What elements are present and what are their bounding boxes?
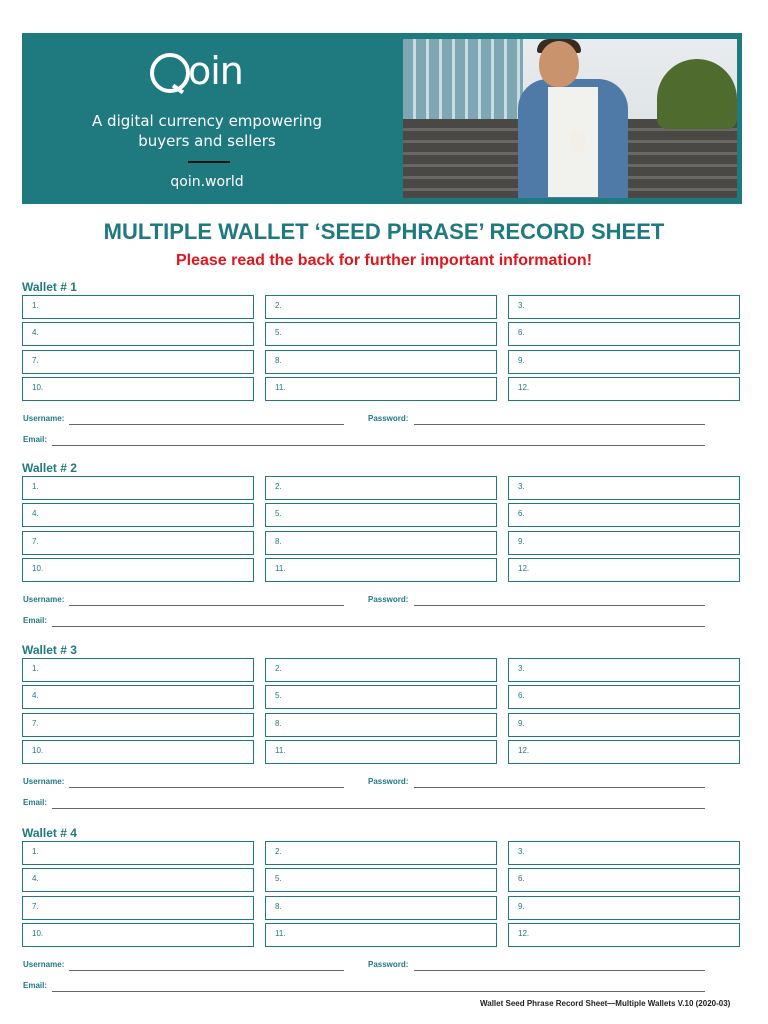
seed-word-number: 12.: [518, 746, 530, 755]
footer-text: Wallet Seed Phrase Record Sheet—Multiple Wallets V.10 (2020-03): [480, 999, 731, 1008]
seed-word-number: 2.: [275, 482, 282, 491]
password-field[interactable]: [414, 605, 705, 606]
seed-word-number: 6.: [518, 509, 525, 518]
email-field[interactable]: [52, 808, 705, 809]
promo-photo: [403, 39, 737, 198]
username-label: Username:: [23, 414, 65, 423]
seed-word-number: 1.: [32, 301, 39, 310]
seed-word-number: 11.: [275, 383, 286, 392]
tagline: [82, 111, 332, 151]
seed-word-number: 11.: [275, 564, 286, 573]
seed-word-number: 10.: [32, 929, 44, 938]
wallet-title: Wallet # 1: [22, 280, 77, 294]
seed-word-number: 11.: [275, 746, 286, 755]
password-label: Password:: [368, 595, 409, 604]
logo-q-icon: [150, 53, 190, 93]
wallet-section: [22, 280, 743, 460]
seed-word-box[interactable]: [508, 531, 740, 555]
seed-word-box[interactable]: [265, 685, 497, 709]
seed-word-box[interactable]: [265, 658, 497, 682]
page-title: MULTIPLE WALLET ‘SEED PHRASE’ RECORD SHEET: [103, 219, 665, 244]
seed-word-box[interactable]: [265, 896, 497, 920]
username-field[interactable]: [69, 424, 344, 425]
username-label: Username:: [23, 960, 65, 969]
seed-word-box[interactable]: [265, 322, 497, 346]
seed-word-box[interactable]: [22, 713, 254, 737]
seed-word-box[interactable]: [508, 476, 740, 500]
seed-word-number: 2.: [275, 664, 282, 673]
seed-word-number: 10.: [32, 564, 44, 573]
email-label: Email:: [23, 981, 48, 990]
seed-word-box[interactable]: [265, 531, 497, 555]
seed-word-box[interactable]: [22, 531, 254, 555]
email-label: Email:: [23, 435, 48, 444]
site-url: qoin.world: [170, 174, 244, 190]
email-label: Email:: [23, 616, 48, 625]
seed-word-number: 7.: [32, 719, 39, 728]
seed-word-box[interactable]: [508, 740, 740, 764]
seed-word-number: 3.: [518, 664, 525, 673]
seed-word-number: 5.: [275, 874, 282, 883]
seed-word-box[interactable]: [22, 685, 254, 709]
username-label: Username:: [23, 777, 65, 786]
seed-word-box[interactable]: [265, 923, 497, 947]
seed-word-box[interactable]: [508, 713, 740, 737]
seed-word-box[interactable]: [22, 322, 254, 346]
seed-word-number: 4.: [32, 328, 39, 337]
seed-word-box[interactable]: [508, 841, 740, 865]
password-label: Password:: [368, 777, 409, 786]
seed-word-box[interactable]: [22, 740, 254, 764]
seed-word-box[interactable]: [22, 476, 254, 500]
seed-word-number: 9.: [518, 537, 525, 546]
seed-word-number: 1.: [32, 664, 39, 673]
seed-word-box[interactable]: [508, 868, 740, 892]
seed-word-box[interactable]: [22, 896, 254, 920]
seed-word-number: 6.: [518, 691, 525, 700]
seed-word-box[interactable]: [22, 377, 254, 401]
seed-word-box[interactable]: [265, 558, 497, 582]
username-label: Username:: [23, 595, 65, 604]
seed-word-box[interactable]: [265, 713, 497, 737]
seed-word-number: 5.: [275, 328, 282, 337]
email-label: Email:: [23, 798, 48, 807]
seed-word-box[interactable]: [265, 503, 497, 527]
seed-word-number: 3.: [518, 301, 525, 310]
logo-text: oin: [188, 49, 243, 93]
seed-word-box[interactable]: [508, 685, 740, 709]
seed-word-box[interactable]: [265, 377, 497, 401]
seed-word-box[interactable]: [265, 350, 497, 374]
seed-word-number: 7.: [32, 902, 39, 911]
seed-word-number: 5.: [275, 691, 282, 700]
seed-word-number: 9.: [518, 902, 525, 911]
password-field[interactable]: [414, 424, 705, 425]
warning-subtitle: Please read the back for further important information!: [175, 252, 593, 269]
seed-word-box[interactable]: [265, 868, 497, 892]
tagline-line-2: buyers and sellers: [138, 132, 276, 150]
username-field[interactable]: [69, 970, 344, 971]
wallet-title: Wallet # 4: [22, 826, 77, 840]
email-field[interactable]: [52, 626, 705, 627]
seed-word-box[interactable]: [508, 350, 740, 374]
password-label: Password:: [368, 414, 409, 423]
seed-word-box[interactable]: [508, 558, 740, 582]
wallet-title: Wallet # 3: [22, 643, 77, 657]
seed-word-number: 6.: [518, 874, 525, 883]
password-label: Password:: [368, 960, 409, 969]
username-field[interactable]: [69, 787, 344, 788]
seed-word-number: 7.: [32, 356, 39, 365]
seed-word-number: 2.: [275, 301, 282, 310]
seed-word-number: 5.: [275, 509, 282, 518]
seed-word-box[interactable]: [508, 896, 740, 920]
qoin-logo: [150, 51, 270, 101]
seed-word-box[interactable]: [22, 923, 254, 947]
email-field[interactable]: [52, 445, 705, 446]
tagline-line-1: A digital currency empowering: [92, 112, 322, 130]
seed-word-box[interactable]: [22, 868, 254, 892]
seed-word-number: 4.: [32, 509, 39, 518]
seed-word-number: 8.: [275, 356, 282, 365]
seed-word-box[interactable]: [22, 350, 254, 374]
email-field[interactable]: [52, 991, 705, 992]
seed-word-number: 2.: [275, 847, 282, 856]
username-field[interactable]: [69, 605, 344, 606]
seed-word-box[interactable]: [265, 295, 497, 319]
seed-word-number: 3.: [518, 482, 525, 491]
wallet-section: [22, 461, 743, 641]
seed-word-number: 11.: [275, 929, 286, 938]
seed-word-box[interactable]: [22, 503, 254, 527]
seed-word-box[interactable]: [22, 295, 254, 319]
seed-word-number: 4.: [32, 691, 39, 700]
seed-word-box[interactable]: [508, 658, 740, 682]
seed-word-number: 1.: [32, 847, 39, 856]
seed-word-number: 9.: [518, 719, 525, 728]
password-field[interactable]: [414, 787, 705, 788]
seed-word-number: 9.: [518, 356, 525, 365]
wallet-title: Wallet # 2: [22, 461, 77, 475]
seed-word-number: 1.: [32, 482, 39, 491]
header-banner: [22, 33, 742, 204]
password-field[interactable]: [414, 970, 705, 971]
seed-word-box[interactable]: [22, 558, 254, 582]
tagline-divider: [188, 161, 230, 163]
seed-word-box[interactable]: [508, 295, 740, 319]
seed-word-box[interactable]: [265, 841, 497, 865]
seed-word-number: 6.: [518, 328, 525, 337]
seed-word-number: 10.: [32, 383, 44, 392]
seed-word-box[interactable]: [508, 322, 740, 346]
seed-word-box[interactable]: [265, 740, 497, 764]
wallet-section: [22, 826, 743, 1006]
seed-word-number: 4.: [32, 874, 39, 883]
seed-word-number: 12.: [518, 383, 530, 392]
seed-word-box[interactable]: [22, 658, 254, 682]
seed-word-number: 7.: [32, 537, 39, 546]
seed-word-box[interactable]: [508, 923, 740, 947]
seed-word-number: 12.: [518, 929, 530, 938]
seed-word-number: 8.: [275, 719, 282, 728]
seed-word-number: 8.: [275, 902, 282, 911]
seed-word-box[interactable]: [508, 503, 740, 527]
seed-word-number: 8.: [275, 537, 282, 546]
seed-word-box[interactable]: [265, 476, 497, 500]
seed-word-box[interactable]: [22, 841, 254, 865]
seed-word-number: 3.: [518, 847, 525, 856]
wallet-section: [22, 643, 743, 823]
seed-word-number: 10.: [32, 746, 44, 755]
seed-word-box[interactable]: [508, 377, 740, 401]
seed-word-number: 12.: [518, 564, 530, 573]
